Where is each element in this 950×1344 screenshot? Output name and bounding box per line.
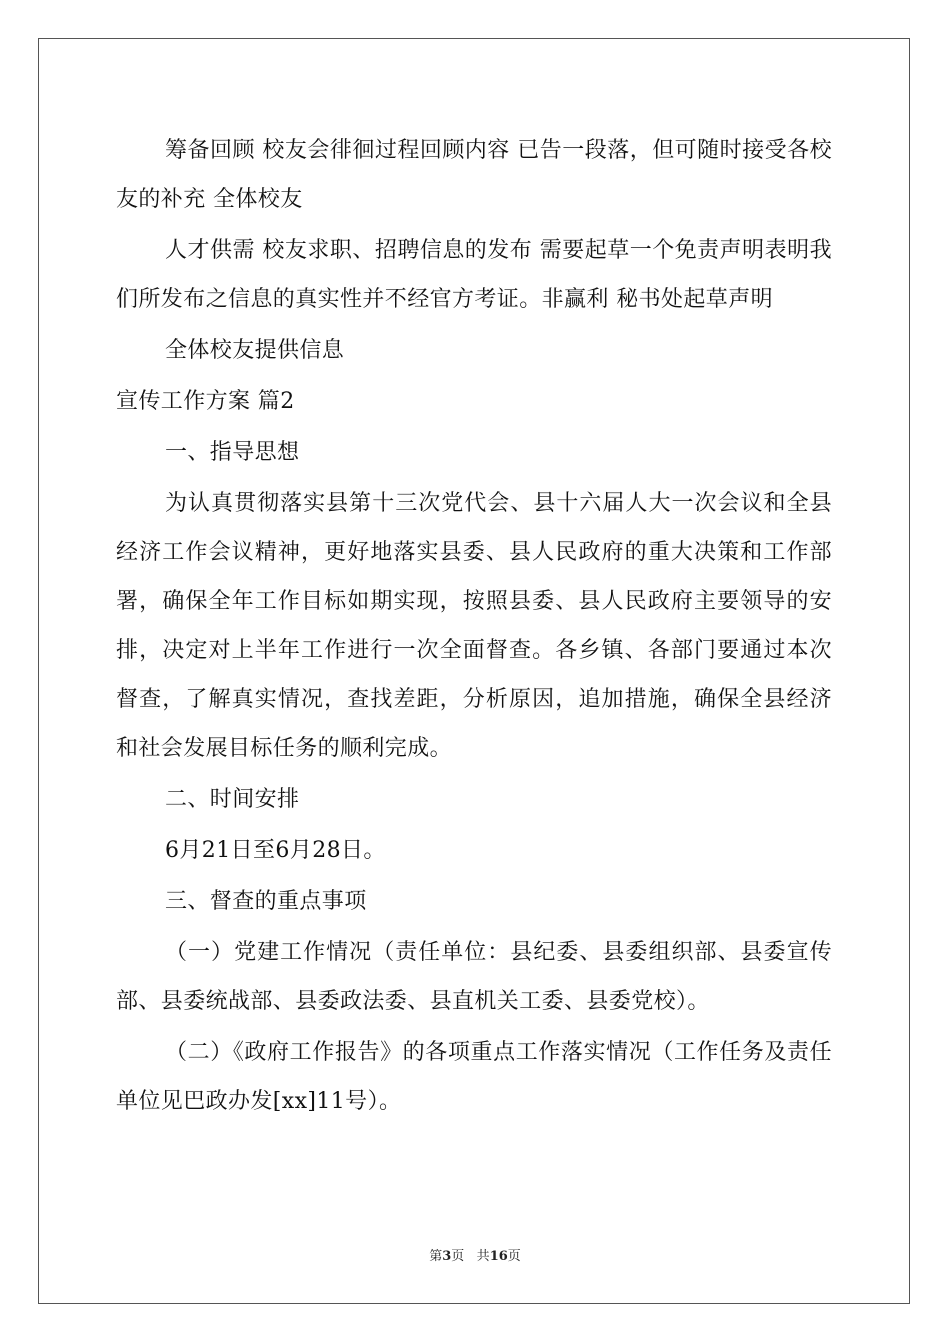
total-suffix: 页: [507, 1249, 521, 1264]
page-number: 3: [442, 1249, 452, 1264]
page-footer: [0, 1248, 950, 1266]
paragraph: 二、时间安排: [165, 787, 300, 812]
section-heading: 宣传工作方案 篇2: [116, 389, 295, 414]
paragraph: 筹备回顾 校友会徘徊过程回顾内容 已告一段落，但可随时接受各校友的补充 全体校友: [116, 138, 832, 212]
paragraph: （二）《政府工作报告》的各项重点工作落实情况（工作任务及责任单位见巴政办发[xx]11号）。: [116, 1040, 832, 1114]
page-suffix: 页: [451, 1249, 465, 1264]
paragraph: 三、督查的重点事项: [165, 889, 367, 914]
page-prefix: 第: [429, 1249, 443, 1264]
document-body: [116, 126, 832, 1128]
total-pages: 16: [489, 1249, 508, 1264]
paragraph: （一）党建工作情况（责任单位：县纪委、县委组织部、县委宣传部、县委统战部、县委政法委、县直机关工委、县委党校）。: [116, 940, 832, 1014]
paragraph: 全体校友提供信息: [165, 338, 345, 363]
paragraph: 6月21日至6月28日。: [165, 838, 386, 863]
paragraph: 为认真贯彻落实县第十三次党代会、县十六届人大一次会议和全县经济工作会议精神，更好地落实县委、县人民政府的重大决策和工作部署，确保全年工作目标如期实现，按照县委、县人民政府主要领导的安排，决定对上半年工作进行一次全面督查。各乡镇、各部门要通过本次督查，了解真实情况，查找差距，分析原因，追加措施，确保全县经济和社会发展目标任务的顺利完成。: [116, 491, 832, 761]
paragraph: 人才供需 校友求职、招聘信息的发布 需要起草一个免责声明表明我们所发布之信息的真实性并不经官方考证。非赢利 秘书处起草声明: [116, 238, 832, 312]
paragraph: 一、指导思想: [165, 440, 300, 465]
total-prefix: 共: [476, 1249, 490, 1264]
